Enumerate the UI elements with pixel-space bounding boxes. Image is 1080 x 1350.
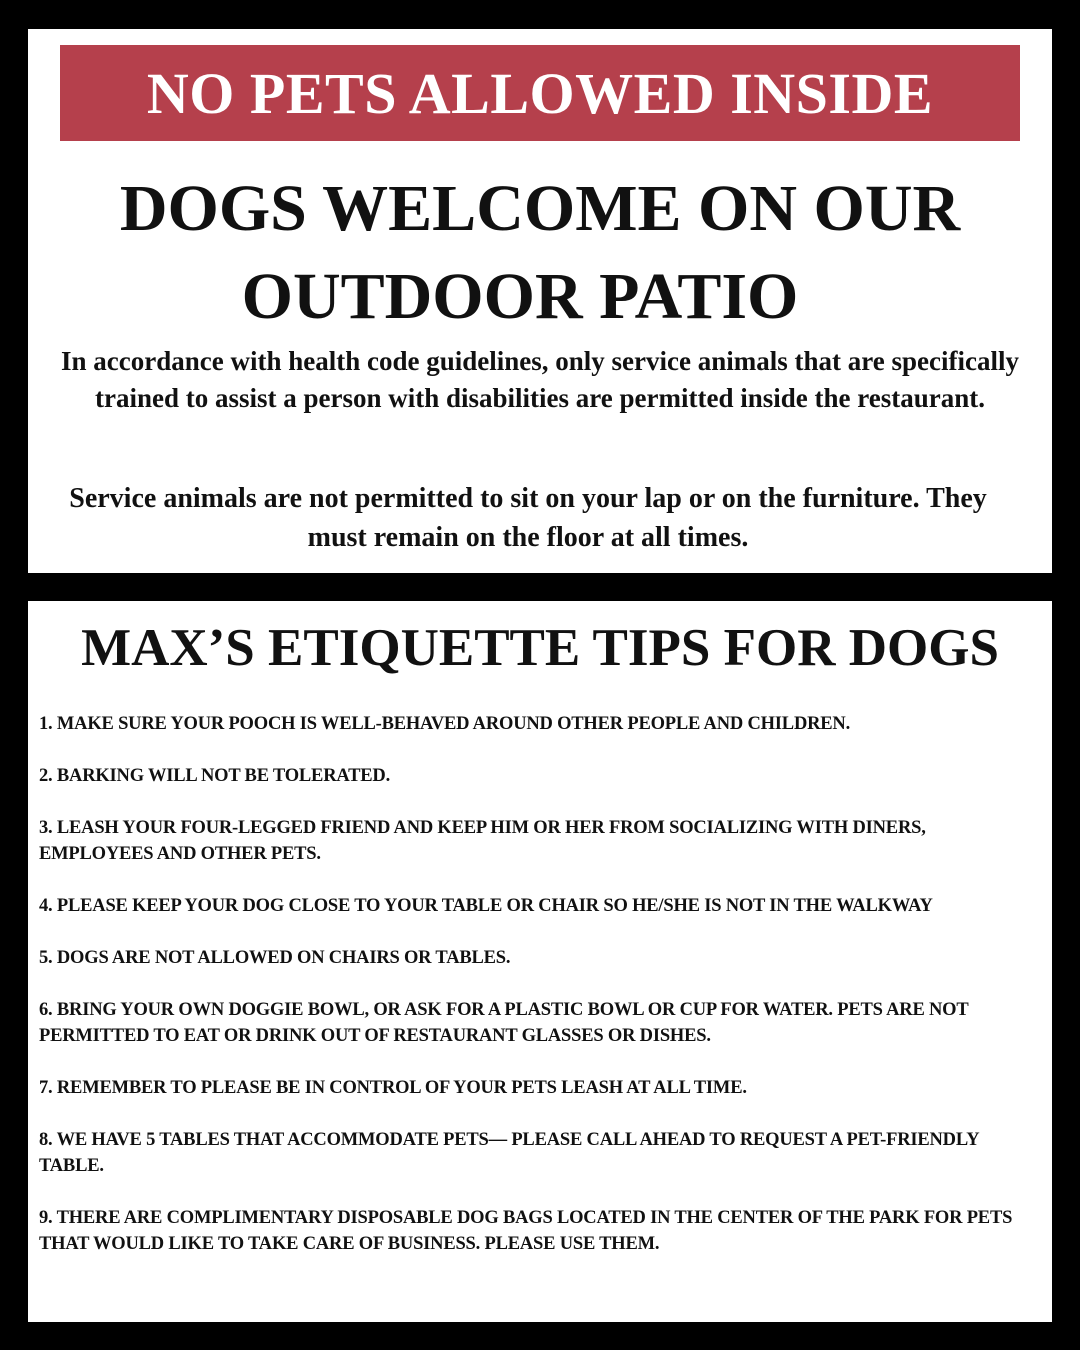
tip-item: 2. BARKING WILL NOT BE TOLERATED. — [39, 766, 391, 786]
headline-line-1: DOGS WELCOME ON OUR — [119, 172, 961, 245]
service-animal-paragraph: Service animals are not permitted to sit on your lap or on the furniture. They must remain on the floor at all times. — [69, 483, 987, 553]
tip-item: 3. LEASH YOUR FOUR-LEGGED FRIEND AND KEEP HIM OR HER FROM SOCIALIZING WITH DINERS, EMPLOYEES AND OTHER PETS. — [39, 818, 926, 864]
etiquette-panel — [28, 601, 1052, 1322]
notice-panel — [28, 29, 1052, 573]
tip-item: 1. MAKE SURE YOUR POOCH IS WELL-BEHAVED AROUND OTHER PEOPLE AND CHILDREN. — [39, 714, 850, 734]
etiquette-list — [39, 711, 1039, 1283]
tip-item: 6. BRING YOUR OWN DOGGIE BOWL, OR ASK FOR A PLASTIC BOWL OR CUP FOR WATER. PETS ARE NOT PERMITTED TO EAT OR DRINK OUT OF RESTAURANT GLASSES OR DISHES. — [39, 1000, 969, 1046]
tip-item: 9. THERE ARE COMPLIMENTARY DISPOSABLE DOG BAGS LOCATED IN THE CENTER OF THE PARK FOR PETS THAT WOULD LIKE TO TAKE CARE OF BUSINESS. PLEASE USE THEM. — [39, 1208, 1013, 1254]
tip-item: 5. DOGS ARE NOT ALLOWED ON CHAIRS OR TABLES. — [39, 948, 511, 968]
tip-item: 4. PLEASE KEEP YOUR DOG CLOSE TO YOUR TABLE OR CHAIR SO HE/SHE IS NOT IN THE WALKWAY — [39, 896, 933, 916]
headline-line-2: OUTDOOR PATIO — [241, 260, 799, 333]
health-code-paragraph: In accordance with health code guidelines, only service animals that are specifically trained to assist a person with disabilities are permitted inside the restaurant. — [61, 346, 1019, 413]
no-pets-banner — [60, 45, 1020, 141]
etiquette-title: MAX’S ETIQUETTE TIPS FOR DOGS — [81, 619, 999, 677]
tip-item: 8. WE HAVE 5 TABLES THAT ACCOMMODATE PETS— PLEASE CALL AHEAD TO REQUEST A PET-FRIENDLY TABLE. — [39, 1130, 979, 1176]
tip-item: 7. REMEMBER TO PLEASE BE IN CONTROL OF YOUR PETS LEASH AT ALL TIME. — [39, 1078, 747, 1098]
banner-text: NO PETS ALLOWED INSIDE — [146, 60, 934, 126]
headline — [28, 165, 1052, 341]
